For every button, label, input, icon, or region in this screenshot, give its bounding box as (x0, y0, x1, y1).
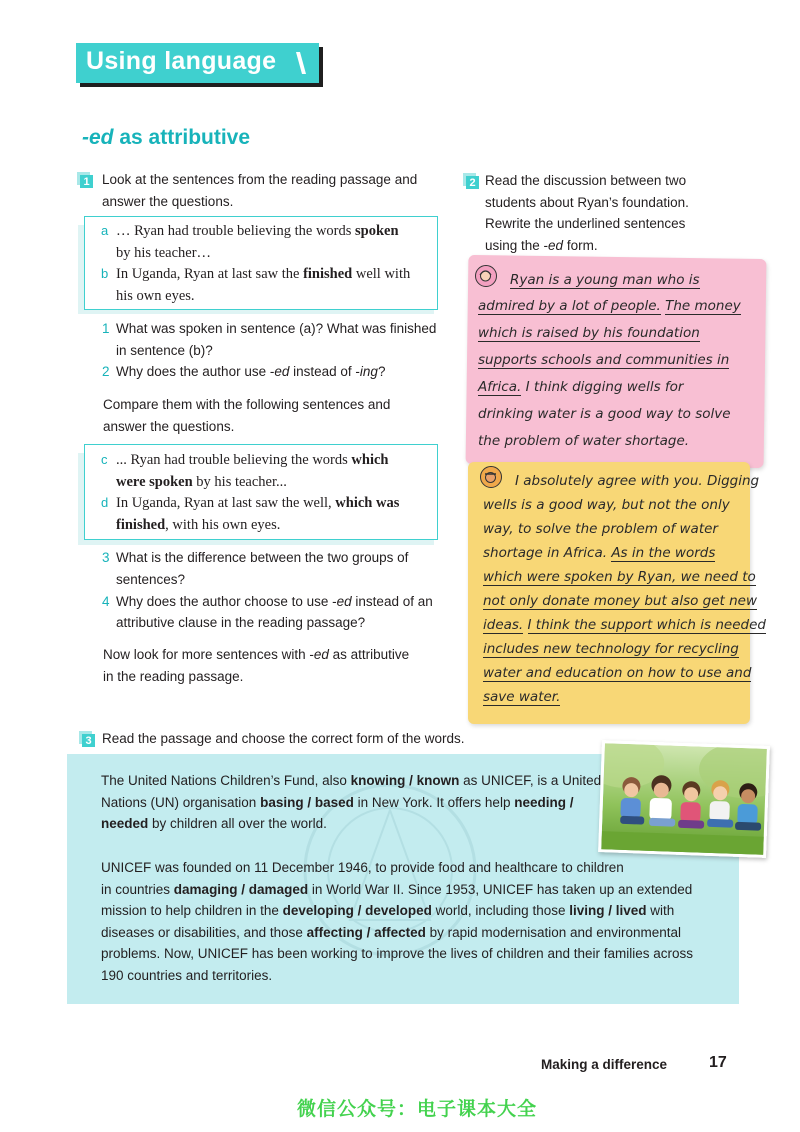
choice-knowing-known[interactable]: knowing / known (350, 773, 460, 788)
yellow-line-3: way, to solve the problem of water (483, 521, 718, 537)
banner-title: Using language (86, 47, 277, 75)
task3-instruction: Read the passage and choose the correct form of the words. (102, 731, 465, 746)
yellow-line-8: includes new technology for recycling (483, 641, 739, 657)
example-d-line1: In Uganda, Ryan at last saw the well, which was (116, 495, 400, 511)
p2-line5: problems. Now, UNICEF has been working to improve the lives of children and their families across (101, 946, 694, 961)
example-a-line2: by his teacher… (116, 245, 212, 261)
yellow-line-6: not only donate money but also get new (483, 593, 758, 609)
task1-instruction-line2: answer the questions. (102, 194, 234, 209)
q3-number: 3 (102, 550, 110, 565)
example-c-line1: ... Ryan had trouble believing the words which (116, 452, 389, 468)
pink-line-6: drinking water is a good way to solve (478, 406, 731, 422)
example-a-letter: a (101, 223, 109, 238)
p2-line4: diseases or disabilities, and those affecting / affected by rapid modernisation and environmental (101, 925, 682, 940)
task2-line3: Rewrite the underlined sentences (485, 216, 686, 231)
yellow-line-2: wells is a good way, but not the only (483, 497, 730, 513)
p1-line3: needed by children all over the world. (101, 816, 327, 831)
task2-number: 2 (466, 176, 479, 189)
example-b-line1: In Uganda, Ryan at last saw the finished well with (116, 266, 411, 282)
task3-number: 3 (82, 734, 95, 747)
task2-line4: using the -ed form. (485, 238, 598, 253)
wechat-watermark: 微信公众号：电子课本大全 (297, 1098, 538, 1120)
example-d-letter: d (101, 495, 109, 510)
section-title-rest: as attributive (113, 126, 251, 149)
example-b-line2: his own eyes. (116, 288, 195, 304)
p2-line3: mission to help children in the developing / developed world, including those living / lived with (101, 903, 675, 918)
q3-line2: sentences? (116, 572, 186, 587)
q1-line1: What was spoken in sentence (a)? What was finished (116, 321, 437, 336)
pink-line-7: the problem of water shortage. (478, 433, 690, 449)
pink-line-4: supports schools and communities in (478, 352, 730, 368)
choice-needing[interactable]: needing / (514, 795, 574, 810)
final-instruction-line1: Now look for more sentences with -ed as attributive (103, 647, 410, 662)
p1-line1: The United Nations Children’s Fund, also knowing / known as UNICEF, is a United (101, 773, 602, 788)
p2-line6: 190 countries and territories. (101, 968, 273, 983)
compare-line1: Compare them with the following sentences and (103, 397, 391, 412)
children-photo (598, 740, 770, 858)
task2-badge (466, 176, 479, 189)
p2-line2: in countries damaging / damaged in World War II. Since 1953, UNICEF has taken up an extended (101, 882, 693, 897)
section-title-em: -ed (82, 126, 114, 149)
q4-number: 4 (102, 594, 110, 609)
task1-badge (80, 175, 93, 188)
q4-line1: Why does the author choose to use -ed instead of an (116, 594, 433, 609)
final-instruction-line2: in the reading passage. (103, 669, 244, 684)
pink-line-5: Africa. I think digging wells for (478, 379, 684, 395)
yellow-line-9: water and education on how to use and (483, 665, 752, 681)
task1-number: 1 (80, 175, 93, 188)
q3-line1: What is the difference between the two groups of (116, 550, 409, 565)
yellow-line-10: save water. (483, 689, 561, 705)
q1-number: 1 (102, 321, 110, 336)
p1-line2: Nations (UN) organisation basing / based in New York. It offers help needing / (101, 795, 574, 810)
choice-basing-based[interactable]: basing / based (260, 795, 354, 810)
example-b-letter: b (101, 266, 109, 281)
boy-avatar-icon (480, 466, 502, 488)
task1-instruction-line1: Look at the sentences from the reading passage and (102, 172, 418, 187)
task2-line2: students about Ryan’s foundation. (485, 195, 689, 210)
children-photo-image (601, 743, 770, 858)
choice-damaging-damaged[interactable]: damaging / damaged (173, 882, 309, 897)
section-title (82, 126, 250, 150)
task3-badge (82, 734, 95, 747)
yellow-line-5: which were spoken by Ryan, we need to (483, 569, 756, 585)
yellow-line-1: I absolutely agree with you. Digging (515, 473, 760, 489)
pink-line-2: admired by a lot of people. The money (478, 298, 741, 314)
girl-avatar-icon (475, 265, 497, 287)
q2-number: 2 (102, 364, 110, 379)
q2-text: Why does the author use -ed instead of -ing? (116, 364, 386, 379)
yellow-line-7: ideas. I think the support which is needed (483, 617, 766, 633)
choice-living-lived[interactable]: living / lived (569, 903, 647, 918)
q4-line2: attributive clause in the reading passage? (116, 615, 366, 630)
choice-needed[interactable]: needed (101, 816, 149, 831)
q1-line2: in sentence (b)? (116, 343, 213, 358)
compare-line2: answer the questions. (103, 419, 235, 434)
example-d-line2: finished, with his own eyes. (116, 517, 281, 533)
p2-line1: UNICEF was founded on 11 December 1946, to provide food and healthcare to children (101, 860, 624, 875)
pink-line-3: which is raised by his foundation (478, 325, 700, 341)
page-number: 17 (709, 1054, 727, 1071)
choice-affecting-affected[interactable]: affecting / affected (306, 925, 426, 940)
footer-unit-title: Making a difference (541, 1057, 668, 1072)
pink-line-1: Ryan is a young man who is (510, 272, 700, 288)
yellow-line-4: shortage in Africa. As in the words (483, 545, 716, 561)
example-a-line1: … Ryan had trouble believing the words spoken (116, 223, 399, 239)
choice-developing-developed[interactable]: developing / developed (282, 903, 432, 918)
example-c-line2: were spoken by his teacher... (116, 474, 287, 490)
example-c-letter: c (101, 452, 108, 467)
task2-line1: Read the discussion between two (485, 173, 687, 188)
